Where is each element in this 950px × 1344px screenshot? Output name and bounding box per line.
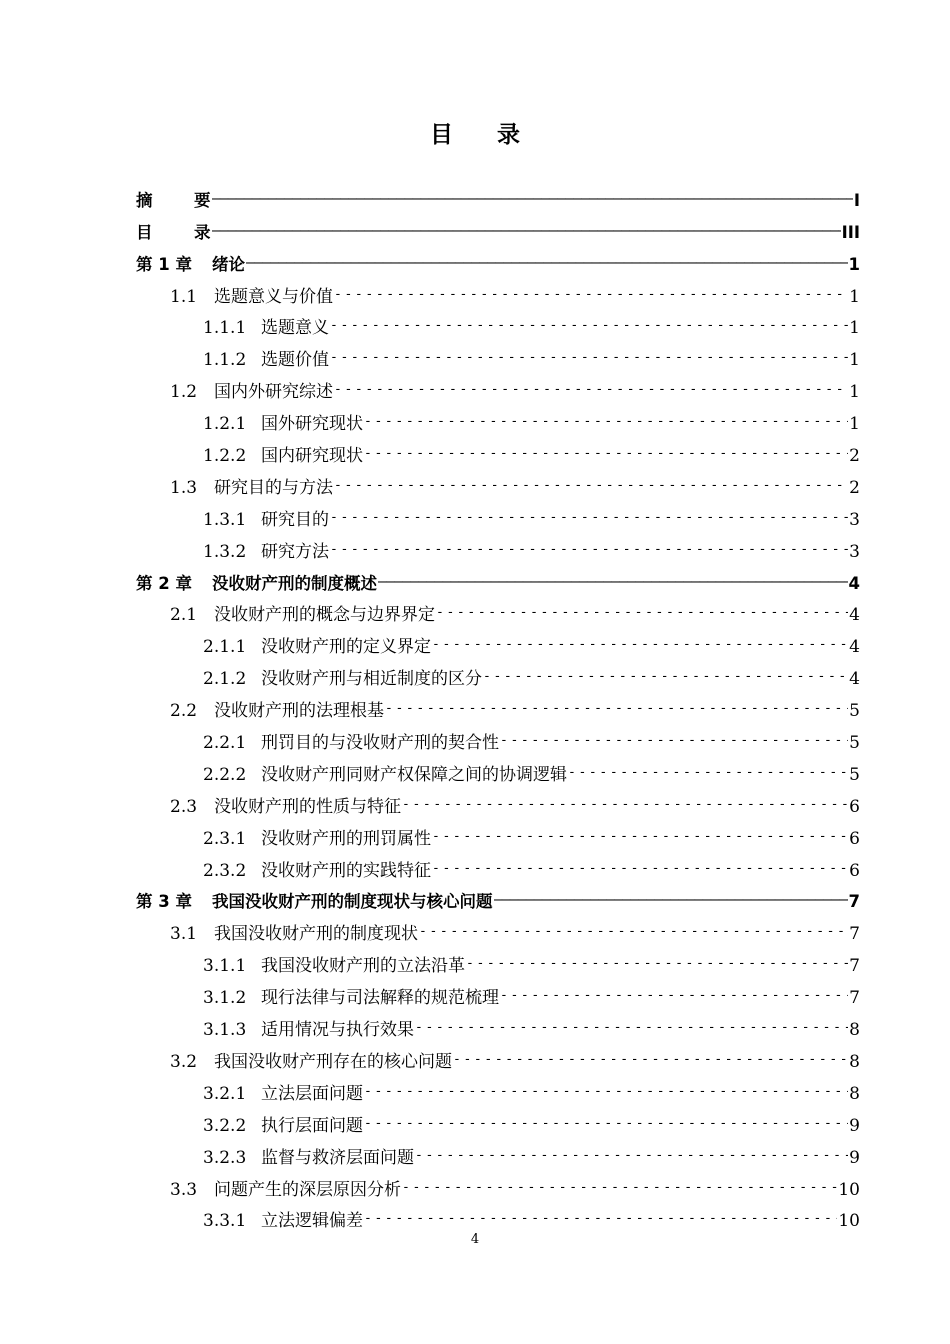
toc-entry[interactable] xyxy=(136,754,860,786)
toc-entry-page: 9 xyxy=(849,1115,860,1136)
toc-leader xyxy=(212,190,853,212)
toc-entry-number: 1.2.1 xyxy=(203,414,247,435)
toc-entry[interactable] xyxy=(136,1073,860,1105)
toc-entry-number: 3.2 xyxy=(170,1051,198,1072)
toc-entry-page: 6 xyxy=(849,796,860,817)
toc-entry[interactable] xyxy=(136,563,860,595)
toc-leader xyxy=(334,477,848,499)
toc-entry-number: 1.3.1 xyxy=(203,509,247,530)
toc-leader xyxy=(483,668,848,690)
toc-leader xyxy=(385,700,848,722)
toc-entry-number: 2.3.2 xyxy=(203,860,247,881)
toc-leader xyxy=(402,796,848,818)
toc-title-char-1: 目 xyxy=(430,122,453,148)
toc-entry-number: 1.2.2 xyxy=(203,446,247,467)
toc-leader xyxy=(402,1179,837,1201)
toc-leader xyxy=(500,987,848,1009)
toc-entry[interactable] xyxy=(136,1169,860,1201)
toc-entry-number: 第 1 章 xyxy=(136,254,192,274)
toc-entry-page: 9 xyxy=(849,1147,860,1168)
toc-leader xyxy=(212,222,841,244)
toc-leader xyxy=(364,1210,837,1232)
toc-entry[interactable] xyxy=(136,308,860,340)
toc-entry-page: 1 xyxy=(849,286,860,307)
toc-entry-title: 研究方法 xyxy=(261,541,329,562)
toc-entry-title: 国内研究现状 xyxy=(261,446,363,467)
toc-leader xyxy=(364,1083,848,1105)
toc-entry-title: 适用情况与执行效果 xyxy=(261,1020,414,1041)
toc-entry-page: 2 xyxy=(849,446,860,467)
toc-entry-number: 摘 xyxy=(136,190,153,210)
toc-title xyxy=(0,116,950,149)
toc-entry[interactable] xyxy=(136,1041,860,1073)
toc-entry[interactable] xyxy=(136,626,860,658)
toc-entry[interactable] xyxy=(136,977,860,1009)
toc-entry[interactable] xyxy=(136,276,860,308)
toc-entry-page: 1 xyxy=(848,254,860,274)
toc-entry-title: 现行法律与司法解释的规范梳理 xyxy=(261,988,499,1009)
toc-entry-number: 第 3 章 xyxy=(136,892,192,912)
toc-leader xyxy=(453,1051,848,1073)
toc-entry-title: 国内外研究综述 xyxy=(214,382,333,403)
toc-entry-page: 7 xyxy=(849,988,860,1009)
toc-leader xyxy=(330,509,848,531)
toc-entry-number: 目 xyxy=(136,222,153,242)
toc-entry[interactable] xyxy=(136,435,860,467)
toc-entry-number: 2.3.1 xyxy=(203,828,247,849)
toc-entry-page: 4 xyxy=(849,605,860,626)
toc-entry[interactable] xyxy=(136,212,860,244)
toc-entry-number: 3.1.3 xyxy=(203,1020,247,1041)
toc-entry-title: 选题价值 xyxy=(261,350,329,371)
toc-entry[interactable] xyxy=(136,371,860,403)
toc-entry[interactable] xyxy=(136,786,860,818)
toc-entry-title: 我国没收财产刑的制度现状 xyxy=(214,924,418,945)
toc-entry-page: 7 xyxy=(849,924,860,945)
toc-entry-page: 4 xyxy=(848,573,860,593)
toc-entry-page: I xyxy=(853,190,860,210)
toc-entry-title: 我国没收财产刑的制度现状与核心问题 xyxy=(212,892,493,912)
toc-leader xyxy=(500,732,848,754)
toc-entry[interactable] xyxy=(136,499,860,531)
toc-entry-number: 2.3 xyxy=(170,796,198,817)
toc-entry-page: 3 xyxy=(849,541,860,562)
toc-leader xyxy=(378,573,848,595)
toc-leader xyxy=(330,349,848,371)
toc-entry-number: 1.1.1 xyxy=(203,318,247,339)
toc-entry-title: 刑罚目的与没收财产刑的契合性 xyxy=(261,733,499,754)
toc-entry[interactable] xyxy=(136,690,860,722)
toc-entry-title: 没收财产刑的法理根基 xyxy=(214,701,384,722)
toc-leader xyxy=(432,828,848,850)
toc-entry-title: 选题意义 xyxy=(261,318,329,339)
toc-entry-page: 1 xyxy=(849,318,860,339)
toc-leader xyxy=(419,923,848,945)
toc-entry-number: 3.2.3 xyxy=(203,1147,247,1168)
toc-leader xyxy=(334,381,848,403)
toc-entry[interactable] xyxy=(136,882,860,914)
toc-entry-page: 5 xyxy=(849,733,860,754)
toc-entry-title: 我国没收财产刑存在的核心问题 xyxy=(214,1051,452,1072)
toc-entry-title: 没收财产刑的定义界定 xyxy=(261,637,431,658)
toc-entry-title: 我国没收财产刑的立法沿革 xyxy=(261,956,465,977)
toc-entry-page: 10 xyxy=(838,1179,860,1200)
toc-entry-title: 立法逻辑偏差 xyxy=(261,1211,363,1232)
toc-entry[interactable] xyxy=(136,339,860,371)
toc-entry-number: 3.1.2 xyxy=(203,988,247,1009)
toc-entry-title: 立法层面问题 xyxy=(261,1083,363,1104)
toc-entry-page: 5 xyxy=(849,764,860,785)
toc-entry-title: 没收财产刑的制度概述 xyxy=(212,573,377,593)
toc-entry-page: 2 xyxy=(849,477,860,498)
toc-entry-number: 1.1 xyxy=(170,286,198,307)
toc-leader xyxy=(364,413,848,435)
toc-entry-title: 没收财产刑的刑罚属性 xyxy=(261,828,431,849)
toc-entry-title: 录 xyxy=(194,222,211,242)
toc-entry[interactable] xyxy=(136,722,860,754)
toc-entry-title: 研究目的 xyxy=(261,509,329,530)
toc-leader xyxy=(415,1019,848,1041)
toc-entry[interactable] xyxy=(136,818,860,850)
toc-entry-number: 2.2 xyxy=(170,701,198,722)
toc-entry-page: 1 xyxy=(849,382,860,403)
toc-leader xyxy=(415,1147,848,1169)
toc-entry-number: 3.2.2 xyxy=(203,1115,247,1136)
toc-entry-title: 选题意义与价值 xyxy=(214,286,333,307)
page-number: 4 xyxy=(470,1232,480,1247)
toc-leader xyxy=(432,636,848,658)
toc-leader xyxy=(246,254,848,276)
toc-entry-page: III xyxy=(841,222,860,242)
toc-entry[interactable] xyxy=(136,1201,860,1233)
toc-leader xyxy=(364,445,848,467)
toc-entry[interactable] xyxy=(136,913,860,945)
toc-entry[interactable] xyxy=(136,1105,860,1137)
toc-entry-title: 绪论 xyxy=(212,254,245,274)
toc-entry-number: 2.1 xyxy=(170,605,198,626)
toc-entry-page: 6 xyxy=(849,828,860,849)
toc-entry-number: 3.3.1 xyxy=(203,1211,247,1232)
toc-entry-page: 6 xyxy=(849,860,860,881)
toc-entry-number: 3.3 xyxy=(170,1179,198,1200)
toc-entry-title: 没收财产刑的性质与特征 xyxy=(214,796,401,817)
toc-entry-title: 没收财产刑与相近制度的区分 xyxy=(261,669,482,690)
toc-entry-title: 监督与救济层面问题 xyxy=(261,1147,414,1168)
toc-entry-page: 7 xyxy=(849,956,860,977)
toc-entry-number: 1.3 xyxy=(170,477,198,498)
toc-leader xyxy=(364,1115,848,1137)
toc-entry[interactable] xyxy=(136,244,860,276)
toc-entry[interactable] xyxy=(136,467,860,499)
toc-entry-page: 1 xyxy=(849,350,860,371)
toc-entry-page: 7 xyxy=(848,892,860,912)
toc-entry-number: 1.2 xyxy=(170,382,198,403)
toc-leader xyxy=(330,317,848,339)
toc-entry-number: 3.1.1 xyxy=(203,956,247,977)
toc-entry[interactable] xyxy=(136,403,860,435)
toc-entry-title: 执行层面问题 xyxy=(261,1115,363,1136)
toc-entry-number: 2.1.2 xyxy=(203,669,247,690)
toc-leader xyxy=(494,891,848,913)
toc-entry-page: 4 xyxy=(849,637,860,658)
toc-entry-title: 问题产生的深层原因分析 xyxy=(214,1179,401,1200)
toc-entry-number: 2.1.1 xyxy=(203,637,247,658)
toc-entry-page: 8 xyxy=(849,1020,860,1041)
toc-leader xyxy=(330,541,848,563)
table-of-contents xyxy=(136,180,860,1232)
toc-entry-number: 1.1.2 xyxy=(203,350,247,371)
toc-entry[interactable] xyxy=(136,180,860,212)
toc-entry[interactable] xyxy=(136,658,860,690)
toc-leader xyxy=(334,286,848,308)
toc-entry-number: 2.2.2 xyxy=(203,764,247,785)
toc-entry[interactable] xyxy=(136,595,860,627)
toc-leader xyxy=(432,860,848,882)
toc-leader xyxy=(568,764,848,786)
toc-entry-number: 3.1 xyxy=(170,924,198,945)
toc-entry-page: 3 xyxy=(849,509,860,530)
toc-entry[interactable] xyxy=(136,850,860,882)
toc-entry-page: 8 xyxy=(849,1051,860,1072)
toc-entry-number: 2.2.1 xyxy=(203,733,247,754)
toc-entry-page: 10 xyxy=(838,1211,860,1232)
toc-entry[interactable] xyxy=(136,1009,860,1041)
toc-title-char-2: 录 xyxy=(497,122,520,148)
toc-entry-number: 3.2.1 xyxy=(203,1083,247,1104)
toc-entry-page: 8 xyxy=(849,1083,860,1104)
toc-entry-title: 没收财产刑的实践特征 xyxy=(261,860,431,881)
toc-entry-page: 5 xyxy=(849,701,860,722)
toc-entry-page: 4 xyxy=(849,669,860,690)
toc-entry-number: 第 2 章 xyxy=(136,573,192,593)
toc-leader xyxy=(436,604,848,626)
toc-entry[interactable] xyxy=(136,531,860,563)
toc-entry-title: 要 xyxy=(194,190,211,210)
toc-entry-title: 没收财产刑同财产权保障之间的协调逻辑 xyxy=(261,764,567,785)
toc-leader xyxy=(466,955,848,977)
toc-entry[interactable] xyxy=(136,945,860,977)
toc-entry-title: 国外研究现状 xyxy=(261,414,363,435)
toc-entry-number: 1.3.2 xyxy=(203,541,247,562)
toc-entry[interactable] xyxy=(136,1137,860,1169)
toc-entry-page: 1 xyxy=(849,414,860,435)
toc-entry-title: 没收财产刑的概念与边界界定 xyxy=(214,605,435,626)
toc-entry-title: 研究目的与方法 xyxy=(214,477,333,498)
